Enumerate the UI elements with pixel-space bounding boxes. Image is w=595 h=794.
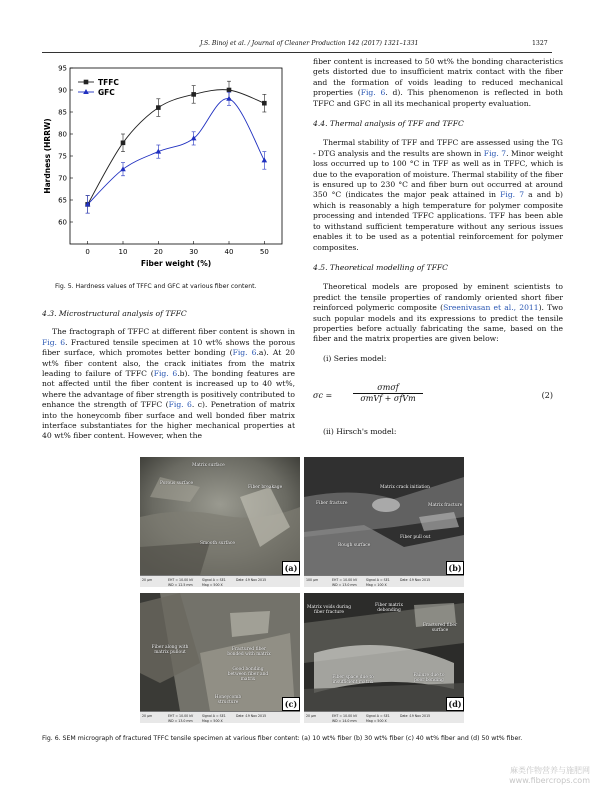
reference-link[interactable]: Fig. 6 [168, 400, 192, 410]
mag-text: Mag = 500 X [202, 583, 223, 587]
x-tick-label: 0 [85, 248, 90, 256]
signal-text: Signal A = SE1 [202, 714, 226, 718]
equation-fraction [353, 383, 423, 403]
text-run: Theoretical models are proposed by eminent scientists to predict the tensile properties of randomly oriented short fiber reinforced polymeric composite ( [313, 282, 563, 313]
annotation: Good bonding between fiber and matrix [227, 667, 269, 682]
sem-panel-a [140, 457, 300, 587]
y-tick-label: 65 [58, 196, 67, 205]
data-point-tffc [156, 105, 161, 110]
date-text: Date :19 Nov 2015 [400, 714, 431, 718]
annotation: Honeycomb structure [214, 695, 242, 705]
hirsch-block [313, 427, 563, 437]
text-run: a and b) which is reasonably a high temperature for polymer composite processing and intended TFFC applications. TFF has been able to withstand sufficient temperature without any serious issues enables it to be used as a potential reinforcement for polymer composites. [313, 190, 564, 252]
panel-label: (d) [446, 697, 464, 711]
equation-2 [313, 383, 563, 413]
right-para-1 [313, 57, 563, 109]
legend-marker [83, 89, 89, 94]
data-point-tffc [191, 92, 196, 97]
text-run: Thermal stability of TFF and TFFC are assessed using the TG - DTG analysis and the results are shown in [313, 138, 563, 158]
reference-link[interactable]: Fig. 6 [42, 337, 66, 347]
equation-numerator: σmσf [353, 383, 423, 394]
header-rule [42, 52, 552, 53]
signal-text: Signal A = SE1 [202, 578, 226, 582]
text-run: .b). The bonding features are not affected until the fiber content is increased up to 40 wt%, where the advantage of fiber strength is positively contributed to enhance the strength of TFFC ( [42, 369, 296, 410]
reference-link[interactable]: Fig. 6 [153, 369, 178, 379]
modelling-paragraph [313, 282, 563, 344]
hardness-chart [42, 60, 295, 280]
fig5-caption: Fig. 5. Hardness values of TFFC and GFC at various fiber content. [55, 283, 257, 290]
date-text: Date :19 Nov 2015 [400, 578, 431, 582]
fig6-caption: Fig. 6. SEM micrograph of fractured TFFC tensile specimen at various fiber content: (a) 10 wt% fiber (b) 30 wt% fiber (c) 40 wt% fiber and (d) 50 wt% fiber. [42, 735, 523, 742]
wd-text: WD = 14.0 mm [332, 719, 357, 723]
reference-link[interactable]: Fig. 7 [500, 190, 525, 200]
panel-label: (c) [282, 697, 300, 711]
reference-link[interactable]: Fig. 7 [483, 148, 507, 158]
reference-link[interactable]: Fig. 6 [360, 88, 386, 98]
y-axis-label: Hardness (HRRW) [43, 118, 52, 194]
annotation: Fiber pull out [400, 535, 431, 540]
legend-label: TFFC [98, 78, 119, 87]
scale-text: 20 μm [306, 714, 317, 718]
eht-text: EHT = 10.00 kV [332, 714, 358, 718]
annotation: Matrix surface [192, 463, 225, 468]
annotation: Matrix voids during fiber fracture [306, 605, 352, 615]
mag-text: Mag = 500 X [366, 719, 387, 723]
scale-text: 100 μm [306, 578, 319, 582]
thermal-paragraph [313, 138, 563, 252]
annotation: Matrix crack initiation [380, 485, 431, 490]
watermark-line-2: www.fibercrops.com [509, 776, 590, 785]
text-run: .a). At 20 wt% fiber content also, the crack initiates from the matrix leading to failure of TFFC ( [42, 348, 296, 379]
sem-image-a [140, 457, 300, 575]
series-line-gfc [88, 99, 265, 205]
hirsch-model-label: (ii) Hirsch's model: [323, 427, 397, 436]
scale-text: 20 μm [142, 714, 153, 718]
annotation: Fractured fiber surface [422, 623, 458, 633]
legend-marker [84, 80, 89, 85]
data-point-gfc [262, 157, 268, 162]
reference-link[interactable]: Sreenivasan et al., 2011 [443, 303, 539, 313]
section-4-5-title: 4.5. Theoretical modelling of TFFC [313, 262, 448, 272]
date-text: Date :19 Nov 2015 [236, 714, 267, 718]
text-run: . d). This phenomenon is reflected in both TFFC and GFC in all its mechanical property evaluation. [313, 88, 564, 108]
annotation: Fiber along with matrix pullout [151, 645, 189, 655]
left-column [42, 309, 295, 442]
microstructural-paragraph [42, 327, 295, 441]
eht-text: EHT = 10.00 kV [168, 714, 194, 718]
annotation: Fiber fracture [316, 501, 348, 506]
wd-text: WD = 13.0 mm [168, 719, 193, 723]
x-axis-label: Fiber weight (%) [140, 259, 212, 268]
eht-text: EHT = 10.00 kV [332, 578, 358, 582]
x-tick-label: 40 [224, 248, 234, 256]
sem-info-bar [140, 575, 300, 587]
text-run: . Minor weight loss occurred up to 100 °C in TFF as well as in TFFC, which is due to the evaporation of moisture. Thermal stability of the fiber is ensured up to 230 °C and fiber burn out occurred at around 350 °C (indicates the major peak attained in [313, 148, 564, 200]
y-tick-label: 95 [58, 64, 67, 73]
right-column [313, 57, 563, 364]
sem-figure [140, 457, 466, 725]
annotation: Smooth surface [200, 541, 235, 546]
annotation: Fiber breakage [248, 485, 283, 490]
y-tick-label: 85 [58, 108, 67, 117]
equation-lhs: σc = [313, 391, 333, 400]
data-point-tffc [262, 101, 267, 106]
eht-text: EHT = 10.00 kV [168, 578, 194, 582]
annotation: Matrix fracture [428, 503, 463, 508]
annotation: Failure due to poor bonding [413, 673, 445, 683]
y-tick-label: 75 [58, 152, 67, 161]
data-point-gfc [120, 166, 126, 171]
text-run: . c). Penetration of matrix into the honeycomb fiber surface and well bonded fiber matrix interface substantiates for the higher mechanical properties at 40 wt% fiber content. However, when the [42, 400, 295, 441]
annotation: Fiber matrix debonding [375, 603, 403, 613]
y-tick-label: 70 [58, 174, 67, 183]
page-number: 1327 [532, 40, 548, 47]
annotation: Fractured fiber bonded with matrix [227, 647, 271, 657]
series-model-label: (i) Series model: [323, 353, 387, 363]
section-4-4-title: 4.4. Thermal analysis of TFF and TFFC [313, 119, 464, 129]
sem-info-bar [304, 575, 464, 587]
journal-citation: J.S. Binoj et al. / Journal of Cleaner Production 142 (2017) 1321–1331 [200, 40, 419, 47]
y-tick-label: 60 [58, 218, 67, 227]
watermark-line-1: 麻类作物营养与施肥网 [510, 766, 590, 775]
text-run: . Fractured tensile specimen at 10 wt% shows the porous fiber surface, which promotes better bonding ( [42, 337, 295, 358]
signal-text: Signal A = SE1 [366, 714, 390, 718]
x-tick-label: 50 [259, 248, 269, 256]
y-tick-label: 90 [58, 86, 67, 95]
data-point-tffc [227, 88, 232, 93]
date-text: Date :19 Nov 2015 [236, 578, 267, 582]
scale-text: 20 μm [142, 578, 153, 582]
mag-text: Mag = 100 X [366, 583, 387, 587]
annotation: Fiber space due to insufficient matrix [332, 675, 374, 685]
wd-text: WD = 13.0 mm [332, 583, 357, 587]
sem-panel-d [304, 593, 464, 723]
watermark [470, 766, 590, 786]
wd-text: WD = 12.5 mm [168, 583, 193, 587]
sem-panel-b [304, 457, 464, 587]
panel-label: (b) [446, 561, 464, 575]
section-4-3-title: 4.3. Microstructural analysis of TFFC [42, 309, 187, 318]
equation-number: (2) [541, 391, 553, 400]
x-tick-label: 20 [153, 248, 163, 256]
signal-text: Signal A = SE1 [366, 578, 390, 582]
y-tick-label: 80 [58, 130, 67, 139]
annotation: Porous surface [160, 481, 194, 486]
x-tick-label: 10 [118, 248, 128, 256]
text-run: The fractograph of TFFC at different fiber content is shown in [52, 327, 295, 337]
sem-image-b [304, 457, 464, 575]
text-run: fiber content is increased to 50 wt% the bonding characteristics gets distorted due to insufficient matrix contact with the fiber and the formation of voids leading to reduced mechanical properties ( [313, 57, 563, 98]
annotation: Rough surface [338, 543, 371, 548]
x-tick-label: 30 [189, 248, 199, 256]
panel-label: (a) [282, 561, 300, 575]
sem-panel-c [140, 593, 300, 723]
mag-text: Mag = 500 X [202, 719, 223, 723]
data-point-tffc [121, 141, 126, 146]
sem-info-bar [304, 711, 464, 723]
text-run: ). Two such popular models and its expressions to predict the tensile properties before actually fabricating the same, based on the fiber and the matrix properties are given below: [313, 303, 564, 344]
sem-info-bar [140, 711, 300, 723]
reference-link[interactable]: Fig. 6 [232, 348, 257, 358]
legend-label: GFC [98, 88, 115, 97]
equation-denominator: σmVf + σfVm [360, 394, 416, 403]
